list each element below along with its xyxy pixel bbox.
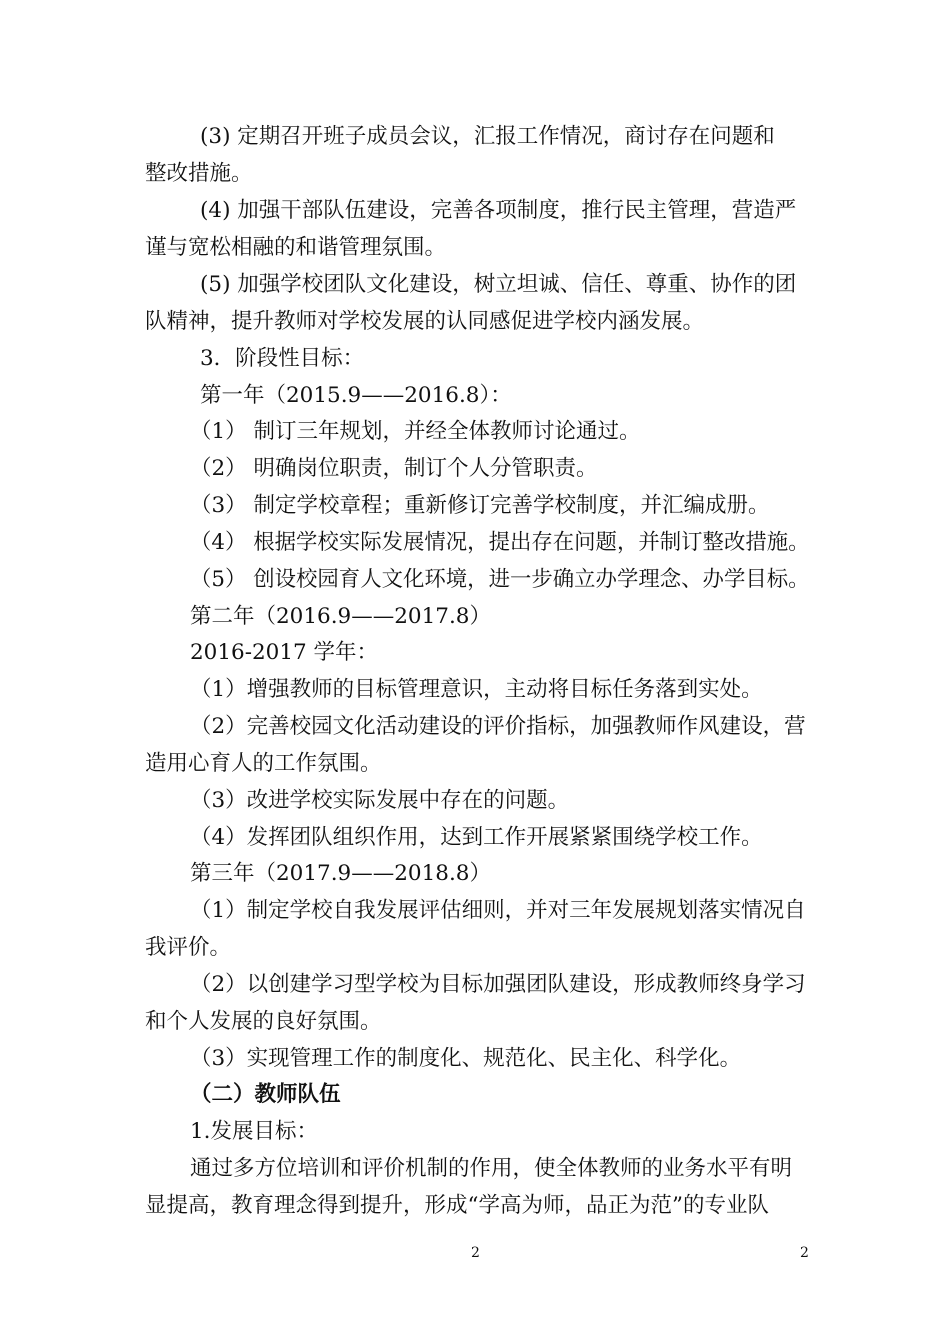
text-line: 2016-2017 学年： xyxy=(190,640,379,665)
text-line: 整改措施。 xyxy=(145,161,253,186)
page-number-right: 2 xyxy=(800,1245,809,1261)
text-line: 3．阶段性目标： xyxy=(200,346,365,371)
text-line: 第三年（2017.9——2018.8） xyxy=(190,861,491,886)
text-line: 1.发展目标： xyxy=(190,1119,319,1144)
text-line: （5） 创设校园育人文化环境，进一步确立办学理念、办学目标。 xyxy=(190,567,810,592)
text-line: （4）发挥团队组织作用，达到工作开展紧紧围绕学校工作。 xyxy=(190,825,763,850)
text-line: 第二年（2016.9——2017.8） xyxy=(190,604,491,629)
text-line: （1）制定学校自我发展评估细则，并对三年发展规划落实情况自 xyxy=(190,898,806,923)
text-line: （1）增强教师的目标管理意识，主动将目标任务落到实处。 xyxy=(190,677,763,702)
text-line: （3） 制定学校章程；重新修订完善学校制度，并汇编成册。 xyxy=(190,493,770,518)
text-line: 通过多方位培训和评价机制的作用，使全体教师的业务水平有明 xyxy=(190,1156,793,1181)
text-line: （1） 制订三年规划，并经全体教师讨论通过。 xyxy=(190,419,641,444)
text-line: (3) 定期召开班子成员会议，汇报工作情况，商讨存在问题和 xyxy=(200,124,775,149)
text-line: （2） 明确岗位职责，制订个人分管职责。 xyxy=(190,456,598,481)
text-line: 谨与宽松相融的和谐管理氛围。 xyxy=(145,235,447,260)
text-line: （3）实现管理工作的制度化、规范化、民主化、科学化。 xyxy=(190,1046,742,1071)
text-line: 和个人发展的良好氛围。 xyxy=(145,1009,382,1034)
text-line: 显提高，教育理念得到提升，形成“学高为师，品正为范”的专业队 xyxy=(145,1193,769,1218)
text-line: 我评价。 xyxy=(145,935,232,960)
text-line: （2）以创建学习型学校为目标加强团队建设，形成教师终身学习 xyxy=(190,972,806,997)
text-line: 队精神，提升教师对学校发展的认同感促进学校内涵发展。 xyxy=(145,309,705,334)
text-line: (4) 加强干部队伍建设，完善各项制度，推行民主管理，营造严 xyxy=(200,198,797,223)
text-line: （3）改进学校实际发展中存在的问题。 xyxy=(190,788,570,813)
text-line: （4） 根据学校实际发展情况，提出存在问题，并制订整改措施。 xyxy=(190,530,810,555)
text-line: (5) 加强学校团队文化建设，树立坦诚、信任、尊重、协作的团 xyxy=(200,272,797,297)
text-line: 造用心育人的工作氛围。 xyxy=(145,751,382,776)
text-line: （2）完善校园文化活动建设的评价指标，加强教师作风建设，营 xyxy=(190,714,806,739)
section-heading: （二）教师队伍 xyxy=(190,1082,341,1107)
text-line: 第一年（2015.9——2016.8）： xyxy=(200,383,512,408)
page-number-center: 2 xyxy=(471,1245,480,1261)
